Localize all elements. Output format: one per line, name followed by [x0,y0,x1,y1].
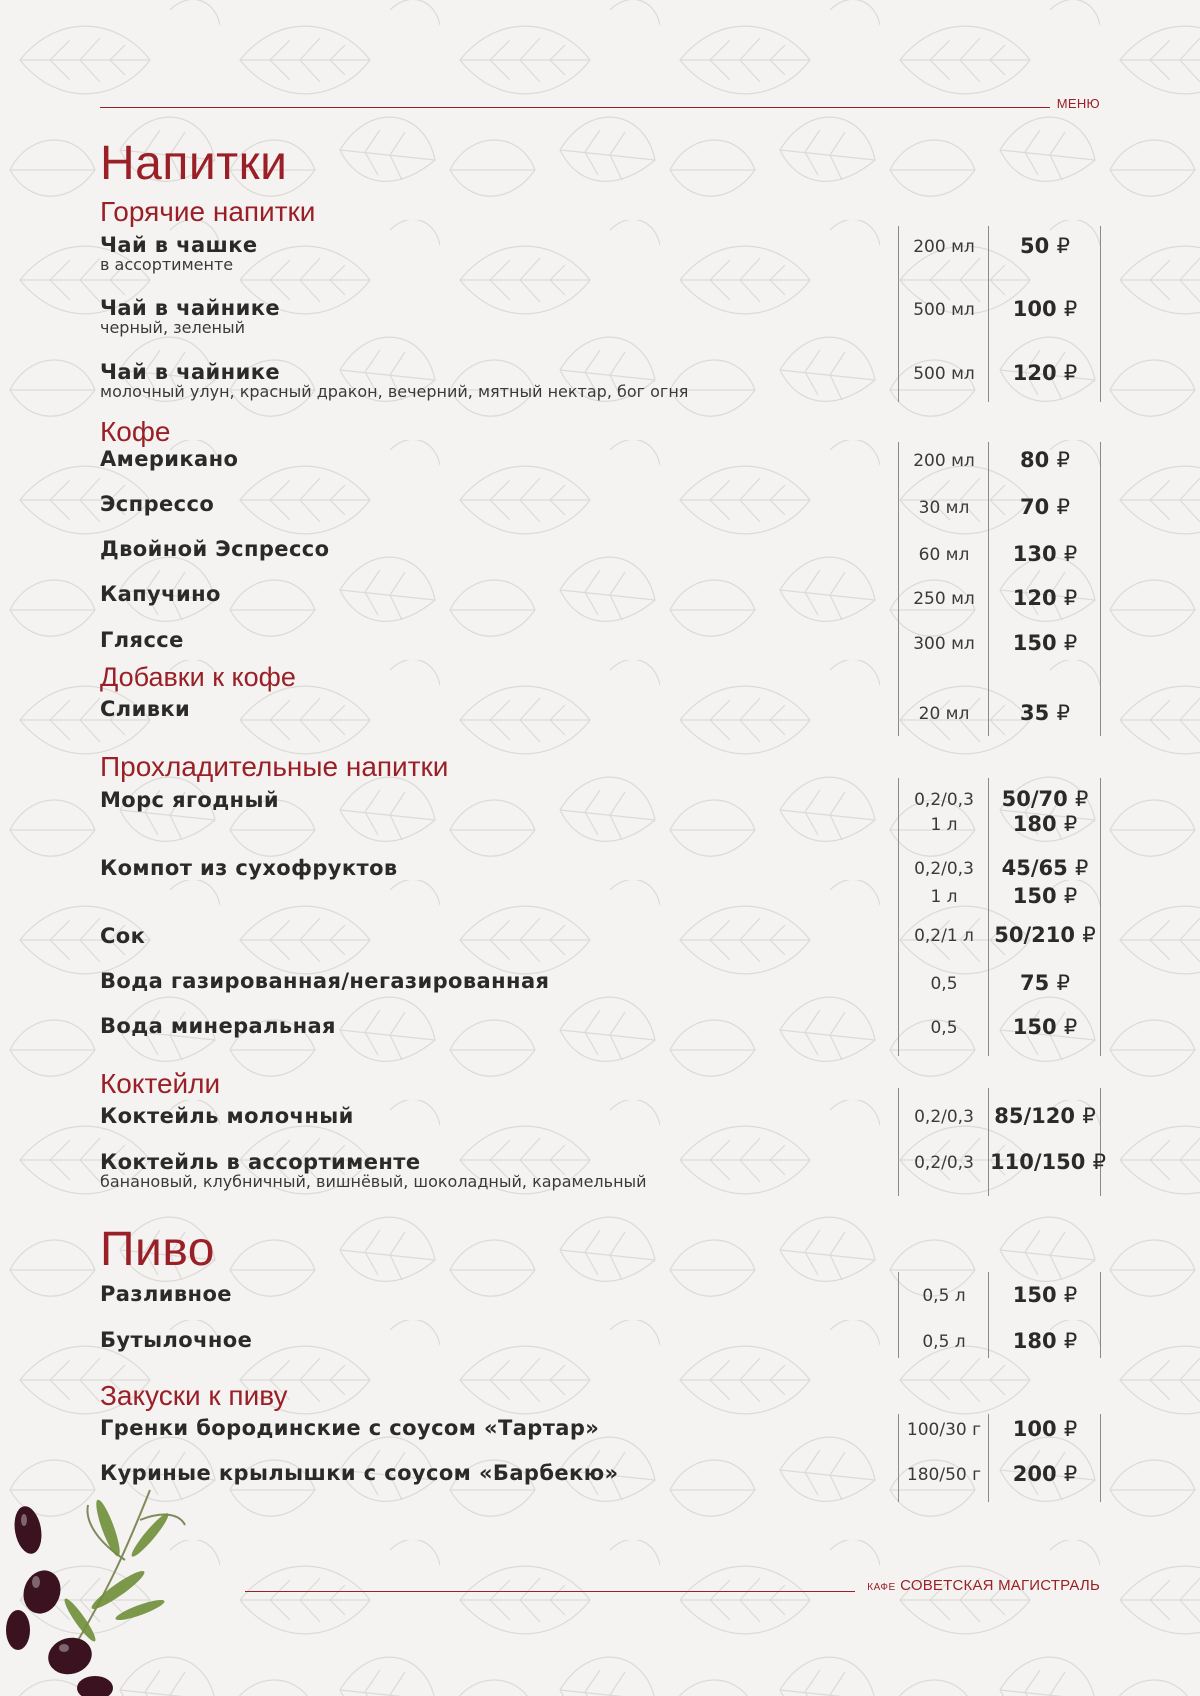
group-coffee-items [100,442,1100,736]
item-price: 50/70 ₽ [1001,787,1089,811]
item-name: Чай в чайнике [100,360,280,384]
item-volume: 60 мл [918,545,970,565]
item-volume-large: 1 л [930,815,958,835]
item-price: 130 ₽ [1012,542,1078,566]
menu-item [100,1014,1100,1038]
drinks-section [100,137,1100,190]
item-price: 50/210 ₽ [994,923,1096,947]
item-price: 45/65 ₽ [1001,856,1089,880]
item-volume: 0,2/0,3 [914,790,974,810]
item-price-large: 180 ₽ [1012,812,1078,836]
item-price: 200 ₽ [1012,1462,1078,1486]
menu-item [100,537,1100,566]
menu-item [100,296,1100,337]
group-hot-items [100,226,1100,402]
item-name: Эспрессо [100,492,215,516]
item-name: Чай в чашке [100,233,258,257]
item-description: молочный улун, красный дракон, вечерний, мятный нектар, бог огня [100,382,689,401]
item-volume: 0,2/0,3 [914,1107,974,1127]
item-price: 35 ₽ [1020,701,1070,725]
menu-item [100,856,1100,908]
item-name: Коктейль молочный [100,1104,354,1128]
group-title-snacks: Закуски к пиву [100,1380,288,1411]
menu-item [100,492,1100,519]
item-price: 150 ₽ [1012,1015,1078,1039]
column-divider [1100,1272,1101,1358]
item-volume: 500 мл [913,300,975,320]
menu-item [100,1104,1100,1128]
menu-item [100,1282,1100,1306]
item-name: Сливки [100,697,191,721]
item-price: 100 ₽ [1012,1417,1078,1441]
menu-item [100,233,1100,274]
column-divider [1100,778,1101,1056]
item-name: Куриные крылышки с соусом «Барбекю» [100,1461,619,1485]
item-name: Вода газированная/негазированная [100,969,550,993]
group-beer-items [100,1272,1100,1358]
item-description: в ассортименте [100,255,234,274]
group-snack-items [100,1414,1100,1502]
item-price: 85/120 ₽ [994,1104,1096,1128]
item-name: Вода минеральная [100,1014,336,1038]
footer-prefix: КАФЕ [867,1582,896,1593]
group-beer-snacks [100,1382,1100,1410]
item-price: 110/150 ₽ [990,1150,1107,1174]
item-name: Чай в чайнике [100,296,280,320]
item-price: 150 ₽ [1012,631,1078,655]
item-volume: 180/50 г [906,1465,982,1485]
item-price: 70 ₽ [1020,495,1070,519]
menu-item [100,1416,1100,1440]
section-title-beer: Пиво [100,1223,215,1276]
item-volume: 0,2/0,3 [914,859,974,879]
item-name: Бутылочное [100,1328,253,1352]
item-price-large: 150 ₽ [1012,884,1078,908]
group-title-cold: Прохладительные напитки [100,751,449,782]
group-title-hot: Горячие напитки [100,196,316,227]
item-volume: 200 мл [913,451,975,471]
item-price: 80 ₽ [1020,448,1070,472]
menu-item [100,1461,1100,1485]
menu-item [100,787,1100,836]
group-hot-drinks [100,198,1100,226]
item-volume: 100/30 г [906,1420,982,1440]
menu-item [100,360,1100,401]
item-volume: 0,5 л [922,1332,966,1352]
olive-branch-icon [0,1480,190,1696]
menu-item [100,582,1100,610]
menu-item [100,1150,1107,1191]
column-divider [1100,1088,1101,1196]
item-price: 120 ₽ [1012,586,1078,610]
item-volume: 200 мл [913,237,975,257]
item-price: 180 ₽ [1012,1329,1078,1353]
item-price: 150 ₽ [1012,1283,1078,1307]
item-name: Компот из сухофруктов [100,856,398,880]
item-description: банановый, клубничный, вишнёвый, шоколадный, карамельный [100,1172,647,1191]
footer-cafe-name: СОВЕТСКАЯ МАГИСТРАЛЬ [900,1577,1100,1594]
group-cold-drinks [100,753,1100,781]
item-name: Разливное [100,1282,232,1306]
footer-label [867,1577,1100,1595]
item-volume: 500 мл [913,364,975,384]
group-cocktail-items [100,1088,1107,1196]
column-divider [1100,442,1101,736]
item-volume: 0,2/0,3 [914,1153,974,1173]
section-title-drinks: Напитки [100,137,288,190]
menu-item [100,628,1100,655]
item-price: 120 ₽ [1012,361,1078,385]
menu-item [100,969,1100,993]
item-name: Гляссе [100,628,184,652]
item-volume-large: 1 л [930,887,958,907]
menu-item [100,924,1100,948]
group-title-cocktails: Коктейли [100,1068,221,1099]
group-cold-items [100,778,1100,1056]
item-volume: 250 мл [913,589,975,609]
item-volume: 300 мл [913,634,975,654]
column-divider [1100,226,1101,402]
header-rule [100,107,1050,108]
header-label: МЕНЮ [1056,96,1100,111]
column-divider [1100,1414,1101,1502]
item-description: черный, зеленый [100,318,246,337]
item-volume: 0,2/1 л [914,926,974,946]
menu-item [100,447,1100,471]
item-price: 75 ₽ [1020,971,1070,995]
item-volume: 0,5 [930,974,958,994]
item-volume: 0,5 л [922,1286,966,1306]
group-title-additions: Добавки к кофе [100,662,296,692]
item-name: Гренки бородинские с соусом «Тартар» [100,1416,600,1440]
item-volume: 30 мл [918,498,970,518]
item-volume: 0,5 [930,1018,958,1038]
item-price: 100 ₽ [1012,297,1078,321]
item-name: Коктейль в ассортименте [100,1150,421,1174]
item-volume: 20 мл [918,704,970,724]
menu-item [100,697,1100,725]
item-name: Капучино [100,582,221,606]
item-name: Двойной Эспрессо [100,537,330,561]
item-name: Сок [100,924,146,948]
item-name: Американо [100,447,239,471]
menu-item [100,1328,1100,1352]
beer-section [100,1223,1100,1276]
item-name: Морс ягодный [100,788,279,812]
footer-rule [245,1591,855,1592]
item-price: 50 ₽ [1020,234,1070,258]
group-title-coffee: Кофе [100,416,171,447]
